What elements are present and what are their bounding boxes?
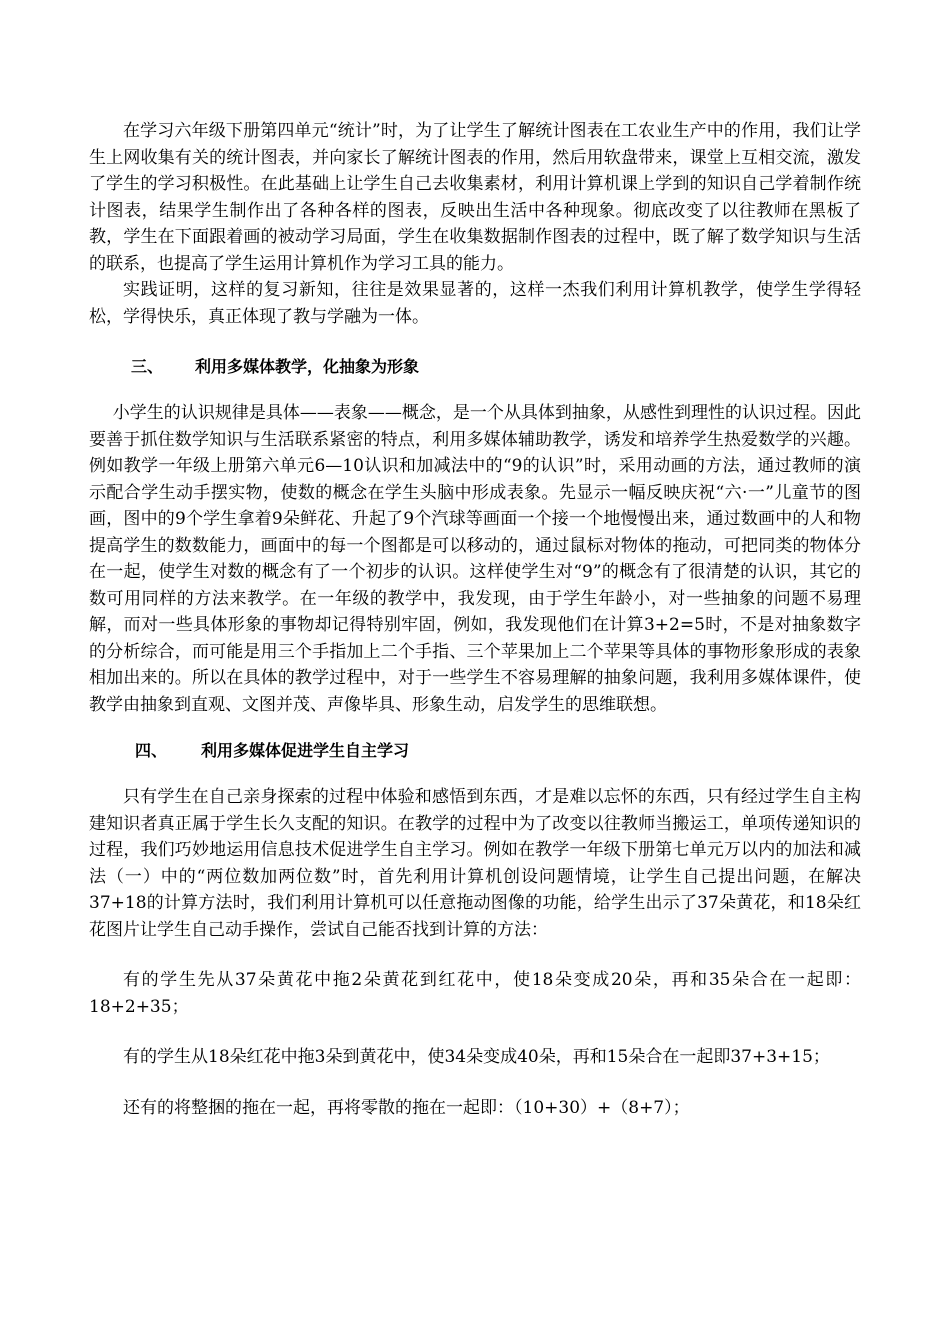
section-number-3: 三、 bbox=[131, 357, 164, 376]
paragraph-statistics: 在学习六年级下册第四单元“统计”时，为了让学生了解统计图表在工农业生产中的作用，我们让学生上网收集有关的统计图表，并向家长了解统计图表的作用，然后用软盘带来，课堂上互相交流，激发了学生的学习积极性。在此基础上让学生自己去收集素材，利用计算机课上学到的知识自己学着制作统计图表，结果学生制作出了各种各样的图表，反映出生活中各种现象。彻底改变了以往教师在黑板了教，学生在下面跟着画的被动学习局面，学生在收集数据制作图表的过程中，既了解了数学知识与生活的联系，也提高了学生运用计算机作为学习工具的能力。 bbox=[89, 121, 861, 274]
paragraph-autonomous-learning: 只有学生在自己亲身探索的过程中体验和感悟到东西，才是难以忘怀的东西，只有经过学生自主构建知识者真正属于学生长久支配的知识。在教学的过程中为了改变以往教师当搬运工，单项传递知识的过程，我们巧妙地运用信息技术促进学生自主学习。例如在教学一年级下册第七单元万以内的加法和减法（一）中的“两位数加两位数”时，首先利用计算机创设问题情境，让学生自己提出问题，在解决37+18的计算方法时，我们利用计算机可以任意拖动图像的功能，给学生出示了37朵黄花，和18朵红花图片让学生自己动手操作，尝试自己能否找到计算的方法： bbox=[89, 787, 861, 940]
paragraph-practice-proof: 实践证明，这样的复习新知，往往是效果显著的，这样一杰我们利用计算机教学，使学生学得轻松，学得快乐，真正体现了教与学融为一体。 bbox=[89, 280, 861, 327]
paragraph-method-1: 有的学生先从37朵黄花中拖2朵黄花到红花中，使18朵变成20朵，再和35朵合在一起即：18+2+35； bbox=[89, 970, 861, 1017]
section-number-4: 四、 bbox=[135, 741, 168, 760]
paragraph-method-3: 还有的将整捆的拖在一起，再将零散的拖在一起即：（10+30）+（8+7）； bbox=[123, 1097, 690, 1118]
section-title-3: 利用多媒体教学，化抽象为形象 bbox=[195, 357, 420, 376]
document-body bbox=[89, 118, 861, 1121]
section-heading-3 bbox=[89, 354, 861, 380]
paragraph-method-2: 有的学生从18朵红花中拖3朵到黄花中，使34朵变成40朵，再和15朵合在一起即37+3+15； bbox=[123, 1047, 830, 1067]
section-title-4: 利用多媒体促进学生自主学习 bbox=[201, 741, 410, 760]
section-heading-4 bbox=[89, 738, 861, 764]
paragraph-cognition: 小学生的认识规律是具体——表象——概念，是一个从具体到抽象，从感性到理性的认识过程。因此要善于抓住数学知识与生活联系紧密的特点，利用多媒体辅助教学，诱发和培养学生热爱数学的兴趣。例如教学一年级上册第六单元6—10认识和加减法中的“9的认识”时，采用动画的方法，通过教师的演示配合学生动手摆实物，使数的概念在学生头脑中形成表象。先显示一幅反映庆祝“六·一”儿童节的图画，图中的9个学生拿着9朵鲜花、升起了9个汽球等画面一个接一个地慢慢出来，通过数画中的人和物提高学生的数数能力，画面中的每一个图都是可以移动的，通过鼠标对物体的拖动，可把同类的物体分在一起，使学生对数的概念有了一个初步的认识。这样使学生对“9”的概念有了很清楚的认识，其它的数可用同样的方法来教学。在一年级的教学中，我发现，由于学生年龄小，对一些抽象的问题不易理解，而对一些具体形象的事物却记得特别牢固，例如，我发现他们在计算3+2=5时，不是对抽象数字的分析综合，而可能是用三个手指加上二个手指、三个苹果加上二个苹果等具体的事物形象形成的表象相加出来的。所以在具体的教学过程中，对于一些学生不容易理解的抽象问题，我利用多媒体课件，使教学由抽象到直观、文图并茂、声像毕具、形象生动，启发学生的思维联想。 bbox=[89, 403, 861, 715]
